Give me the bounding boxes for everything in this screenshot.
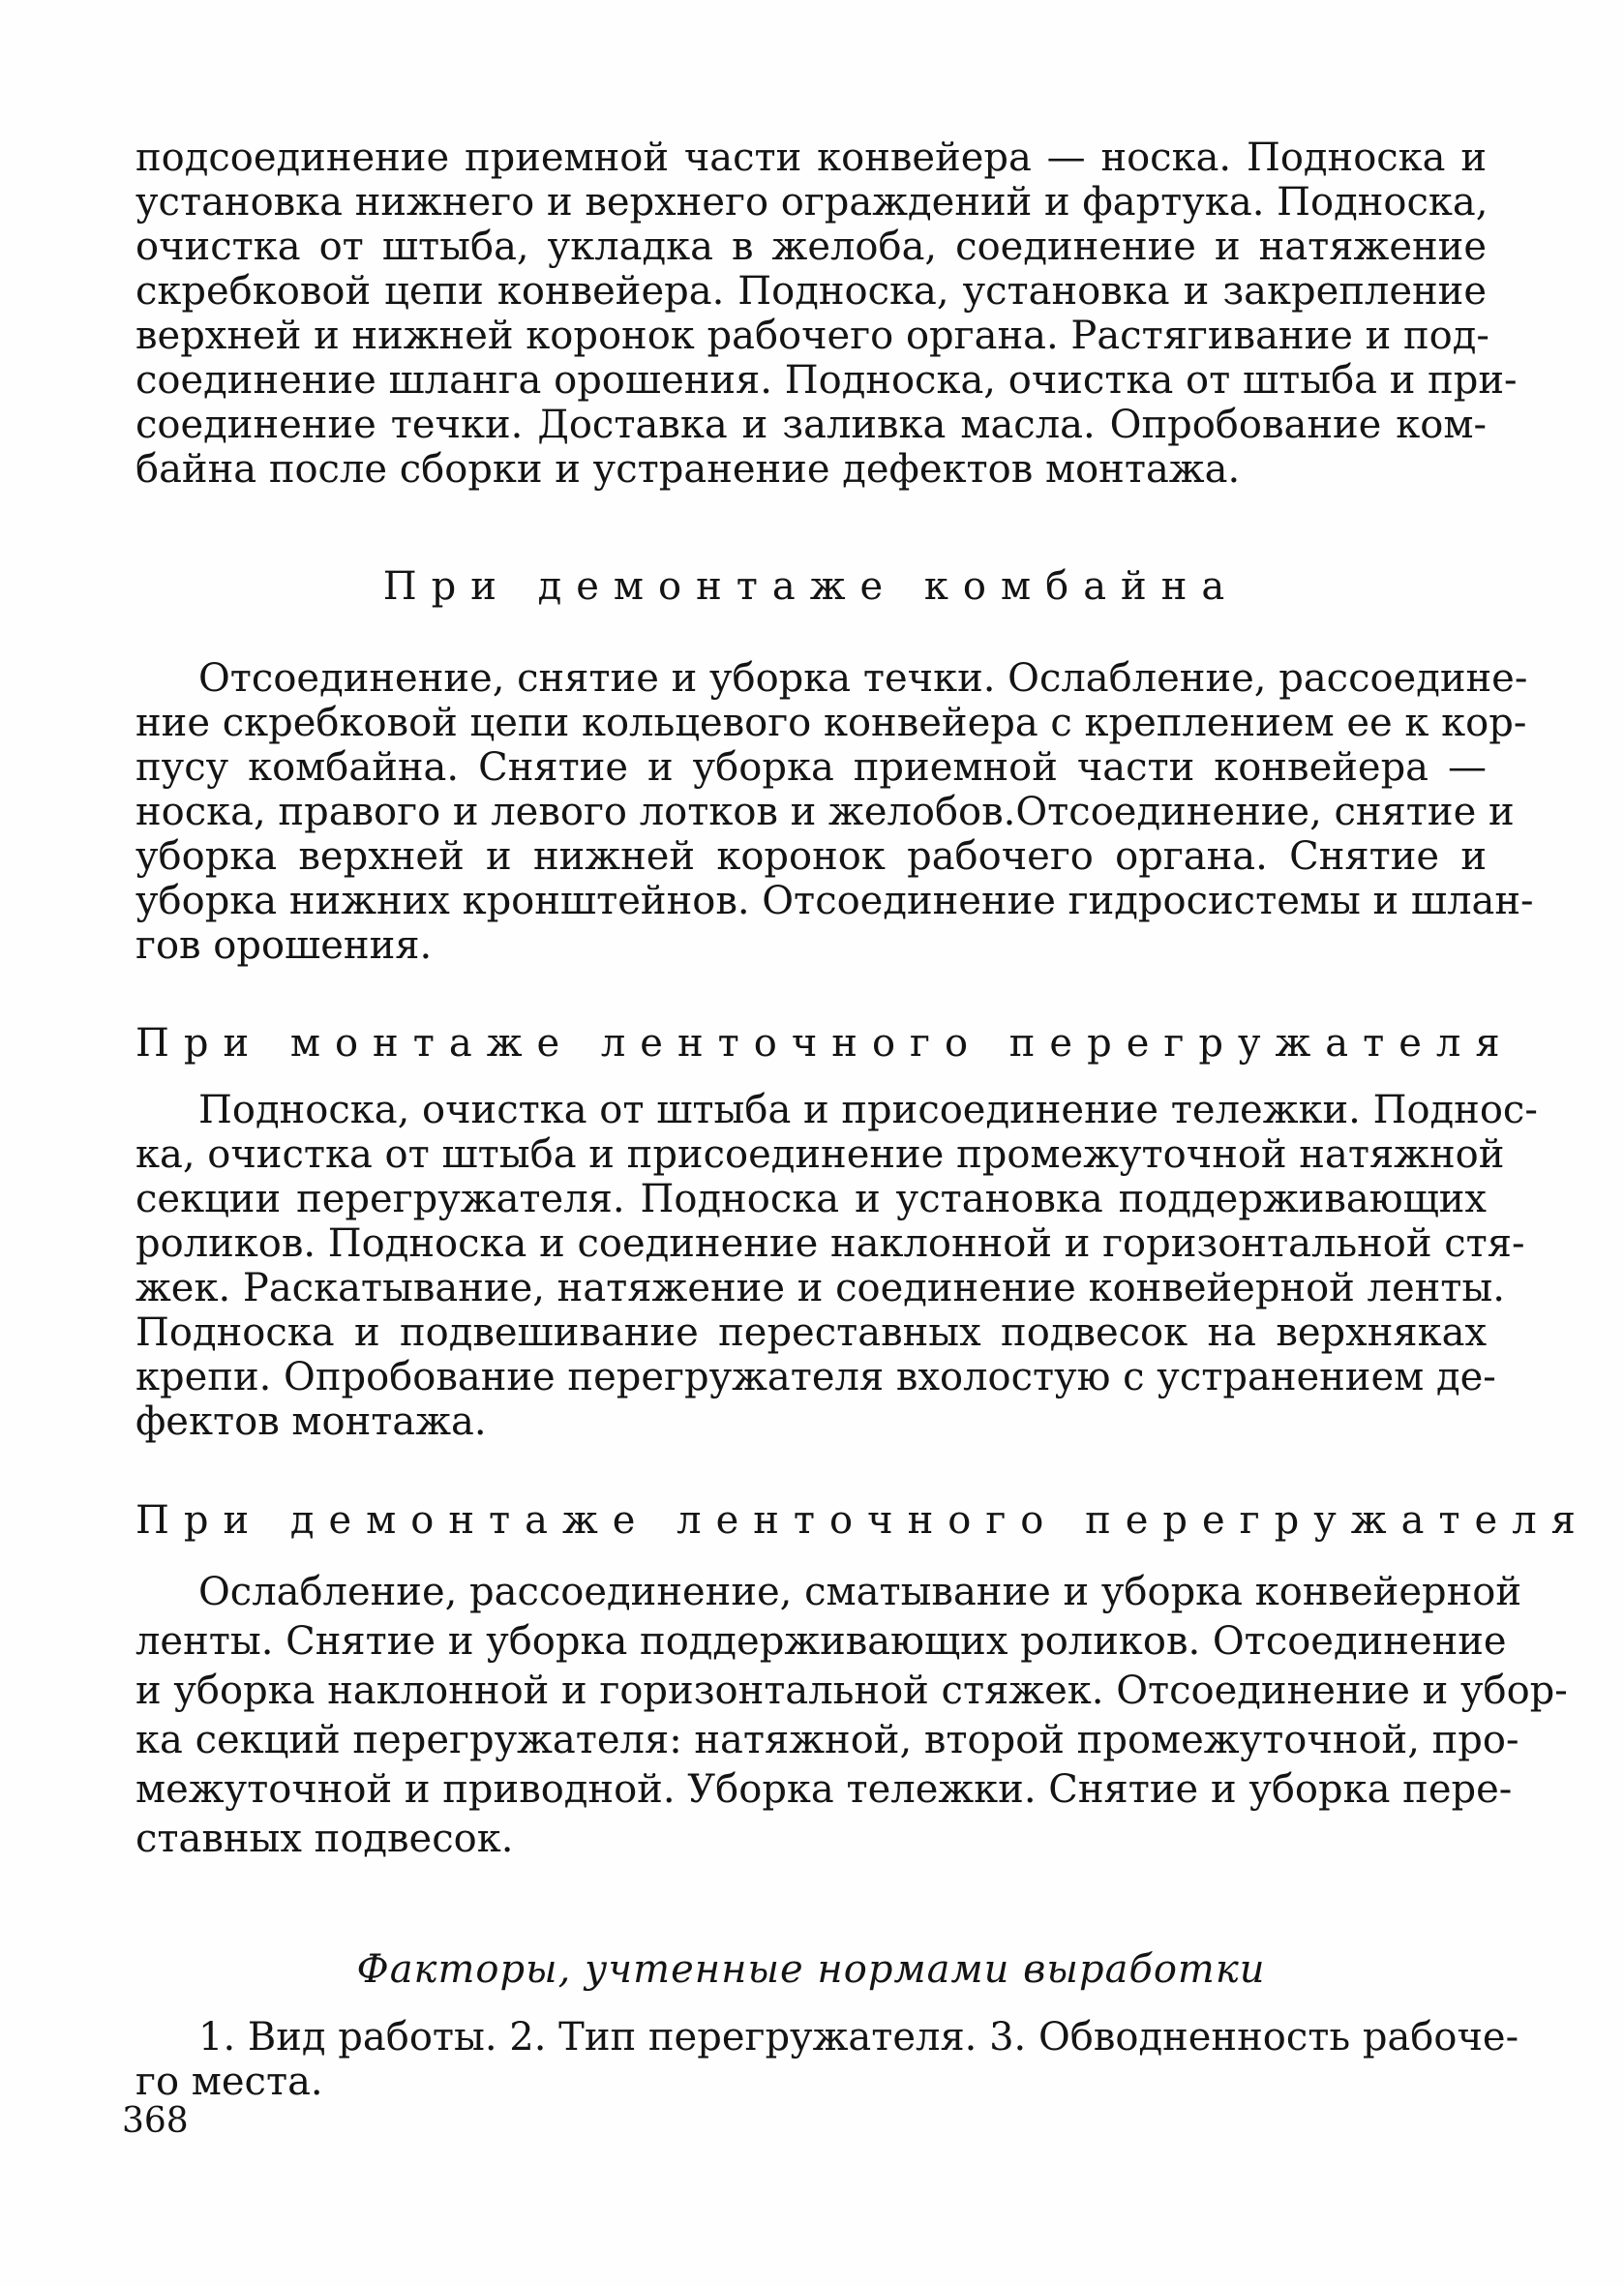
text-line: гов орошения.	[135, 923, 433, 968]
text-line: жек. Раскатывание, натяжение и соединение конвейерной ленты.	[135, 1266, 1505, 1310]
text-line: ставных подвесок.	[135, 1817, 514, 1861]
section-heading-factors: Факторы, учтенные нормами выработки	[356, 1947, 1266, 1992]
text-line: носка, правого и левого лотков и желобов.Отсоединение, снятие и	[135, 790, 1515, 834]
text-line: ка секций перегружателя: натяжной, второй промежуточной, про-	[135, 1718, 1519, 1762]
text-line: Отсоединение, снятие и уборка течки. Ослабление, рассоедине-	[198, 656, 1528, 701]
text-line: крепи. Опробование перегружателя вхолостую с устранением де-	[135, 1355, 1496, 1399]
text-line: ка, очистка от штыба и присоединение промежуточной натяжной	[135, 1132, 1505, 1177]
text-line: Подноска и подвешивание переставных подвесок на верхняках	[135, 1310, 1487, 1355]
text-line: фектов монтажа.	[135, 1399, 487, 1444]
text-line: подсоединение приемной части конвейера — носка. Подноска и	[135, 135, 1487, 180]
text-line: установка нижнего и верхнего ограждений и фартука. Подноска,	[135, 180, 1489, 225]
text-line: и уборка наклонной и горизонтальной стяжек. Отсоединение и убор-	[135, 1669, 1568, 1713]
text-line: Подноска, очистка от штыба и присоединение тележки. Поднос-	[198, 1088, 1538, 1132]
text-line: соединение шланга орошения. Подноска, очистка от штыба и при-	[135, 358, 1518, 403]
text-line: го места.	[135, 2060, 323, 2104]
text-line: скребковой цепи конвейера. Подноска, установка и закрепление	[135, 269, 1487, 314]
text-line: межуточной и приводной. Уборка тележки. Снятие и уборка пере-	[135, 1767, 1513, 1812]
page-number: 368	[122, 2101, 189, 2141]
text-line: уборка нижних кронштейнов. Отсоединение гидросистемы и шлан-	[135, 879, 1534, 923]
text-line: Ослабление, рассоединение, сматывание и уборка конвейерной	[198, 1570, 1522, 1614]
text-line: соединение течки. Доставка и заливка масла. Опробование ком-	[135, 403, 1487, 447]
text-line: пусу комбайна. Снятие и уборка приемной части конвейера —	[135, 745, 1487, 790]
text-line: ленты. Снятие и уборка поддерживающих роликов. Отсоединение	[135, 1619, 1507, 1664]
text-line: байна после сборки и устранение дефектов монтажа.	[135, 447, 1241, 492]
text-line: очистка от штыба, укладка в желоба, соединение и натяжение	[135, 225, 1487, 269]
text-line: роликов. Подноска и соединение наклонной и горизонтальной стя-	[135, 1221, 1525, 1266]
text-line: уборка верхней и нижней коронок рабочего органа. Снятие и	[135, 834, 1487, 879]
section-heading-dismantling-conveyor: При демонтаже ленточного перегружателя	[135, 1498, 1590, 1543]
section-heading-dismantling-combine: При демонтаже комбайна	[382, 564, 1240, 609]
text-line: 1. Вид работы. 2. Тип перегружателя. 3. Обводненность рабоче-	[198, 2015, 1519, 2060]
text-line: секции перегружателя. Подноска и установка поддерживающих	[135, 1177, 1487, 1221]
text-line: ние скребковой цепи кольцевого конвейера с креплением ее к кор-	[135, 701, 1527, 745]
section-heading-mounting-conveyor: При монтаже ленточного перегружателя	[135, 1021, 1515, 1066]
text-line: верхней и нижней коронок рабочего органа. Растягивание и под-	[135, 314, 1489, 358]
